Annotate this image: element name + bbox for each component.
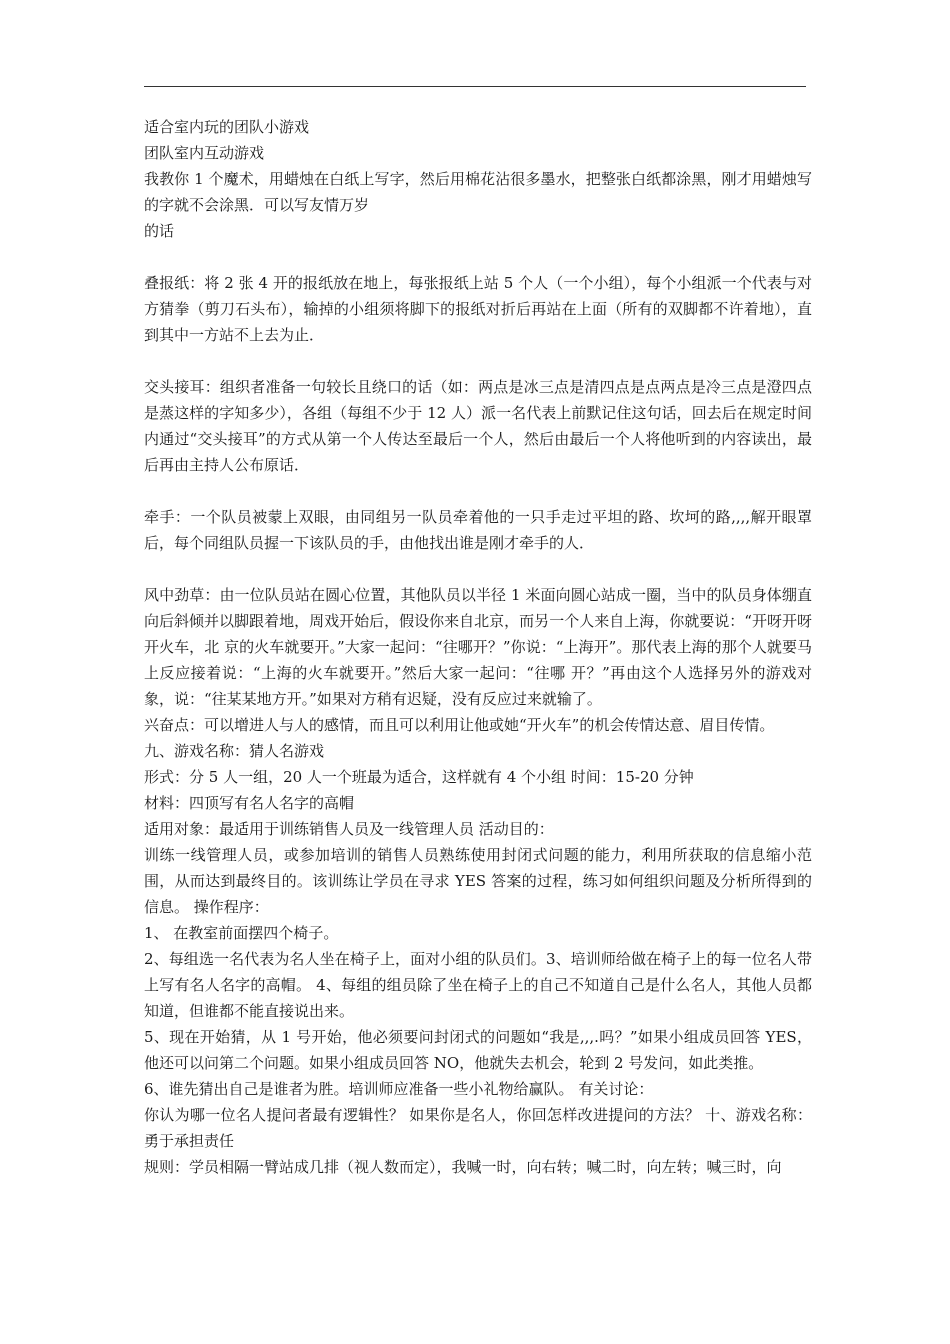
blank-line [144,348,812,374]
paragraph-magic: 我教你 1 个魔术，用蜡烛在白纸上写字，然后用棉花沾很多墨水，把整张白纸都涂黑，刚才用蜡烛写的字就不会涂黑．可以写友情万岁 [144,170,812,214]
doc-subtitle: 团队室内互动游戏 [144,144,265,162]
step-1: 1、 在教室前面摆四个椅子。 [144,924,339,942]
blank-line [144,556,812,582]
blank-line [144,478,812,504]
step-2-4: 2、每组选一名代表为名人坐在椅子上，面对小组的队员们。3、培训师给做在椅子上的每一位名人带上写有名人名字的高帽。 4、每组的组员除了坐在椅子上的自己不知道自己是什么名人，其他人员都知道，但谁都不能直接说出来。 [144,950,812,1020]
header-rule [144,86,806,87]
paragraph-highlight: 兴奋点：可以增进人与人的感情，而且可以利用让他或她“开火车”的机会传情达意、眉目传情。 [144,716,775,734]
paragraph-format: 形式：分 5 人一组，20 人一个班最为适合，这样就有 4 个小组 时间：15-20 分钟 [144,768,694,786]
paragraph-hand: 牵手：一个队员被蒙上双眼，由同组另一队员牵着他的一只手走过平坦的路、坎坷的路,,,,解开眼罩后，每个同组队员握一下该队员的手，由他找出谁是刚才牵手的人． [144,508,812,552]
section-heading-nine: 九、游戏名称：猜人名游戏 [144,742,325,760]
step-5: 5、现在开始猜，从 1 号开始，他必须要问封闭式的问题如“我是,,,.吗？”如果小组成员回答 YES，他还可以问第二个问题。如果小组成员回答 NO，他就失去机会，轮到 2 号发问，如此类推。 [144,1028,812,1072]
paragraph-whisper: 交头接耳：组织者准备一句较长且绕口的话（如：两点是冰三点是清四点是点两点是冷三点是澄四点是蒸这样的字知多少），各组（每组不少于 12 人）派一名代表上前默记住这句话，回去后在规定时间内通过“交头接耳”的方式从第一个人传达至最后一个人，然后由最后一个人将他听到的内容读出，最后再由主持人公布原话． [144,378,812,474]
paragraph-rules: 规则：学员相隔一臂站成几排（视人数而定），我喊一时，向右转；喊二时，向左转；喊三时，向 [144,1158,782,1176]
paragraph-discussion: 你认为哪一位名人提问者最有逻辑性？ 如果你是名人，你回怎样改进提问的方法？ 十、游戏名称：勇于承担责任 [144,1106,812,1150]
paragraph-newspaper: 叠报纸：将 2 张 4 开的报纸放在地上，每张报纸上站 5 个人（一个小组），每个小组派一个代表与对方猜拳（剪刀石头布），输掉的小组须将脚下的报纸对折后再站在上面（所有的双脚都不许着地），直到其中一方站不上去为止． [144,274,812,344]
blank-line [144,244,812,270]
step-6: 6、谁先猜出自己是谁者为胜。培训师应准备一些小礼物给赢队。 有关讨论： [144,1080,654,1098]
paragraph-magic-end: 的话 [144,222,175,240]
paragraph-training: 训练一线管理人员，或参加培训的销售人员熟练使用封闭式问题的能力，利用所获取的信息缩小范围，从而达到最终目的。该训练让学员在寻求 YES 答案的过程，练习如何组织问题及分析所得到的信息。 操作程序： [144,846,812,916]
paragraph-wind-grass: 风中劲草：由一位队员站在圆心位置，其他队员以半径 1 米面向圆心站成一圈，当中的队员身体绷直向后斜倾并以脚跟着地，周戏开始后，假设你来自北京，而另一个人来自上海，你就要说：“开呀开呀开火车，北 京的火车就要开。”大家一起问：“往哪开？”你说：“上海开”。那代表上海的那个人就要马上反应接着说：“上海的火车就要开。”然后大家一起问：“往哪 开？”再由这个人选择另外的游戏对象，说：“往某某地方开。”如果对方稍有迟疑，没有反应过来就输了。 [144,586,812,708]
paragraph-audience: 适用对象：最适用于训练销售人员及一线管理人员 活动目的： [144,820,554,838]
document-body [144,114,812,1180]
doc-title: 适合室内玩的团队小游戏 [144,118,310,136]
paragraph-materials: 材料：四顶写有名人名字的高帽 [144,794,355,812]
